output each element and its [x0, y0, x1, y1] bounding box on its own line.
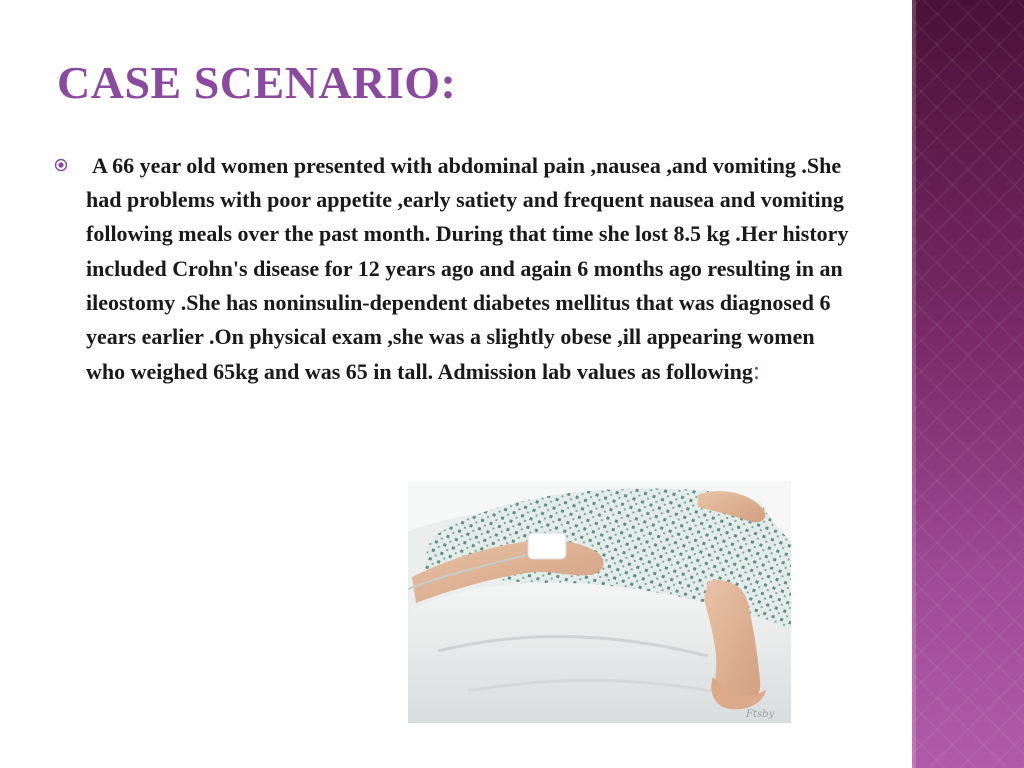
case-description-colon: : — [752, 356, 761, 386]
case-description-text: A 66 year old women presented with abdominal pain ,nausea ,and vomiting .She had problems with poor appetite ,early satiety and frequent nausea and vomiting following meals over the past month. During that time she lost 8.5 kg .Her history included Crohn's disease for 12 years ago and again 6 months ago resulting in an ileostomy .She has noninsulin-dependent diabetes mellitus that was diagnosed 6 years earlier .On physical exam ,she was a slightly obese ,ill appearing women who weighed 65kg and was 65 in tall. Admission lab values as following — [86, 153, 849, 385]
circle-bullet-icon — [54, 158, 68, 172]
slide-title: CASE SCENARIO: — [57, 57, 457, 108]
case-description — [86, 149, 856, 389]
svg-text:Ftsby: Ftsby — [746, 709, 775, 720]
side-decoration-band — [912, 0, 1024, 768]
patient-in-bed-photo — [408, 481, 791, 723]
